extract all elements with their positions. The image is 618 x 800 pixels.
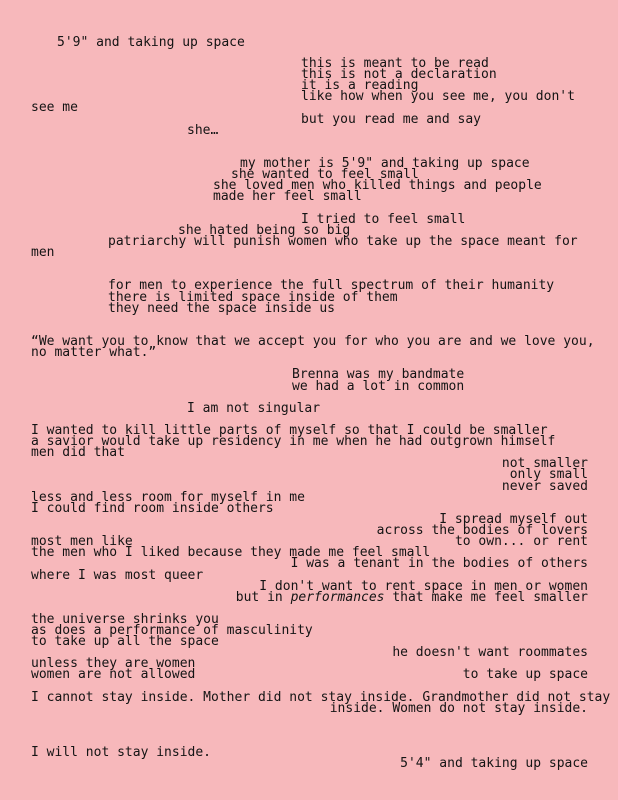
- poem-line: unless they are women: [31, 656, 196, 671]
- poem-line: I was a tenant in the bodies of others: [290, 556, 588, 571]
- poem-line: he doesn't want roommates: [392, 645, 588, 660]
- poem-line: like how when you see me, you don't: [301, 89, 575, 104]
- poem-line: the universe shrinks you: [31, 612, 219, 627]
- poem-line-part: but in: [235, 590, 291, 605]
- poem-title: 5'9" and taking up space: [57, 35, 245, 50]
- poem-line: inside. Women do not stay inside.: [329, 701, 588, 716]
- poem-line: a savior would take up residency in me when he had outgrown himself: [31, 434, 556, 449]
- poem-line: not smaller: [501, 456, 588, 471]
- poem-line: we had a lot in common: [292, 379, 465, 394]
- poem-line: my mother is 5'9" and taking up space: [240, 156, 530, 171]
- emphasis-performances: performances: [290, 590, 385, 605]
- poem-line: across the bodies of lovers: [376, 523, 588, 538]
- poem-signoff: 5'4" and taking up space: [400, 756, 588, 771]
- poem-line: I spread myself out: [439, 512, 588, 527]
- poem-line: I tried to feel small: [301, 212, 466, 227]
- poem-line: as does a performance of masculinity: [31, 623, 313, 638]
- poem-line: to own... or rent: [454, 534, 588, 549]
- poem-line: made her feel small: [213, 189, 362, 204]
- poem-line: where I was most queer: [31, 568, 204, 583]
- poem-line: I wanted to kill little parts of myself so that I could be smaller: [31, 423, 548, 438]
- poem-line: but you read me and say: [301, 112, 482, 127]
- poem-line-part: that make me feel smaller: [384, 590, 588, 605]
- poem-line: men: [31, 245, 55, 260]
- poem-line: I cannot stay inside. Mother did not stay inside. Grandmother did not stay: [31, 690, 611, 705]
- poem-line: this is meant to be read: [301, 56, 489, 71]
- poem-line: I don't want to rent space in men or women: [259, 579, 588, 594]
- poem-line: to take up space: [462, 667, 588, 682]
- poem-line: I could find room inside others: [31, 501, 274, 516]
- poem-line: the men who I liked because they made me feel small: [31, 545, 431, 560]
- poem-line: for men to experience the full spectrum of their humanity: [108, 278, 555, 293]
- poem-line: she hated being so big: [178, 223, 351, 238]
- poem-line: see me: [31, 100, 78, 115]
- poem-line: men did that: [31, 445, 125, 460]
- poem-closing-line: I will not stay inside.: [31, 745, 212, 760]
- poem-line: she wanted to feel small: [231, 167, 419, 182]
- poem-line: I am not singular: [187, 401, 321, 416]
- poem-line: she loved men who killed things and people: [213, 178, 542, 193]
- poem-line: only small: [509, 467, 588, 482]
- poem-line: never saved: [501, 479, 588, 494]
- poem-line: to take up all the space: [31, 634, 219, 649]
- poem-line: Brenna was my bandmate: [292, 367, 465, 382]
- poem-line: most men like: [31, 534, 133, 549]
- poem-line-performances: [236, 591, 588, 605]
- poem-line: women are not allowed: [31, 667, 196, 682]
- poem-quote-line: “We want you to know that we accept you for who you are and we love you,: [31, 334, 595, 349]
- poem-line: less and less room for myself in me: [31, 490, 305, 505]
- poem-line: it is a reading: [301, 78, 419, 93]
- poem-line: this is not a declaration: [301, 67, 497, 82]
- poem-quote-line: no matter what.”: [31, 345, 157, 360]
- poem-line: she…: [187, 123, 219, 138]
- poem-line: they need the space inside us: [108, 301, 335, 316]
- poem-line: there is limited space inside of them: [108, 290, 398, 305]
- poem-line: patriarchy will punish women who take up the space meant for: [108, 234, 578, 249]
